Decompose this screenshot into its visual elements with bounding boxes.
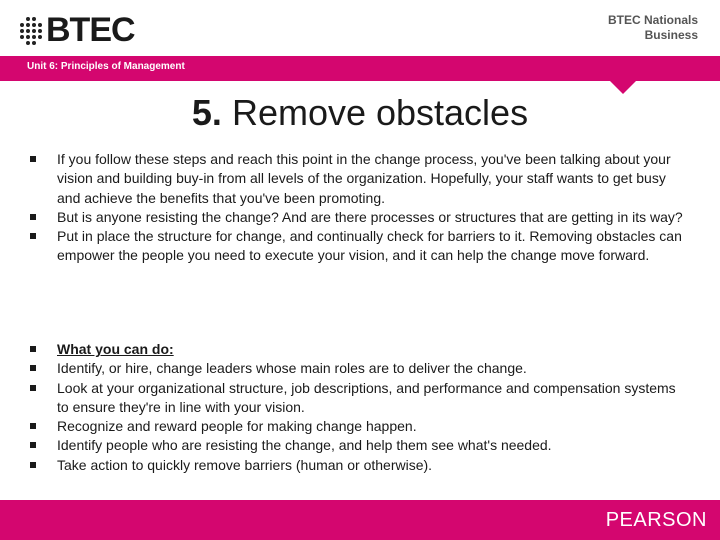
bullet-icon <box>30 462 36 468</box>
bullet-icon <box>30 346 36 352</box>
brand-line-2: Business <box>644 28 698 42</box>
list-item <box>28 150 688 208</box>
list-item <box>28 379 688 418</box>
list-item-text: Put in place the structure for change, and continually check for barriers to it. Removing obstacles can empower the people you need to execute your vision, and it can help the change move forward. <box>57 228 682 264</box>
list-item <box>28 456 688 475</box>
bullet-icon <box>30 156 36 162</box>
actions-list <box>28 340 688 475</box>
list-item <box>28 208 688 227</box>
list-item <box>28 340 688 359</box>
list-item-text: Recognize and reward people for making change happen. <box>57 418 417 435</box>
unit-label: Unit 6: Principles of Management <box>27 61 185 72</box>
unit-band <box>0 56 720 81</box>
list-item-text: But is anyone resisting the change? And are there processes or structures that are getting in its way? <box>57 208 683 225</box>
intro-list <box>28 150 688 266</box>
pearson-logo: PEARSON <box>605 509 707 531</box>
bullet-icon <box>30 423 36 429</box>
list-item <box>28 417 688 436</box>
slide-header <box>0 0 720 56</box>
actions-heading: What you can do: <box>57 341 174 357</box>
list-item-text: Take action to quickly remove barriers (human or otherwise). <box>57 456 433 473</box>
logo-text: BTEC <box>46 11 135 49</box>
list-item <box>28 227 688 266</box>
bullet-icon <box>30 442 36 448</box>
brand-line-1: BTEC Nationals <box>607 13 698 27</box>
brand-label <box>608 13 698 43</box>
list-item <box>28 436 688 455</box>
title-text: Remove obstacles <box>221 92 529 133</box>
btec-logo <box>20 10 135 50</box>
list-item-text: If you follow these steps and reach this point in the change process, you've been talking about your vision and building buy-in from all levels of the organization. Hopefully, your staff wants to get busy and achieve the benefits that you've been promoting. <box>57 151 671 206</box>
bullet-icon <box>30 385 36 391</box>
title-number: 5. <box>191 92 222 133</box>
list-item-text: Identify people who are resisting the change, and help them see what's needed. <box>57 437 552 454</box>
slide-title <box>0 92 720 134</box>
bullet-icon <box>30 214 36 220</box>
list-item-text: Look at your organizational structure, job descriptions, and performance and compensation systems to ensure they're in line with your vision. <box>57 379 676 415</box>
logo-dots-icon <box>20 13 44 47</box>
bullet-icon <box>30 233 36 239</box>
slide-footer <box>0 500 720 540</box>
bullet-icon <box>30 365 36 371</box>
list-item <box>28 359 688 378</box>
list-item-text: Identify, or hire, change leaders whose main roles are to deliver the change. <box>57 360 527 377</box>
